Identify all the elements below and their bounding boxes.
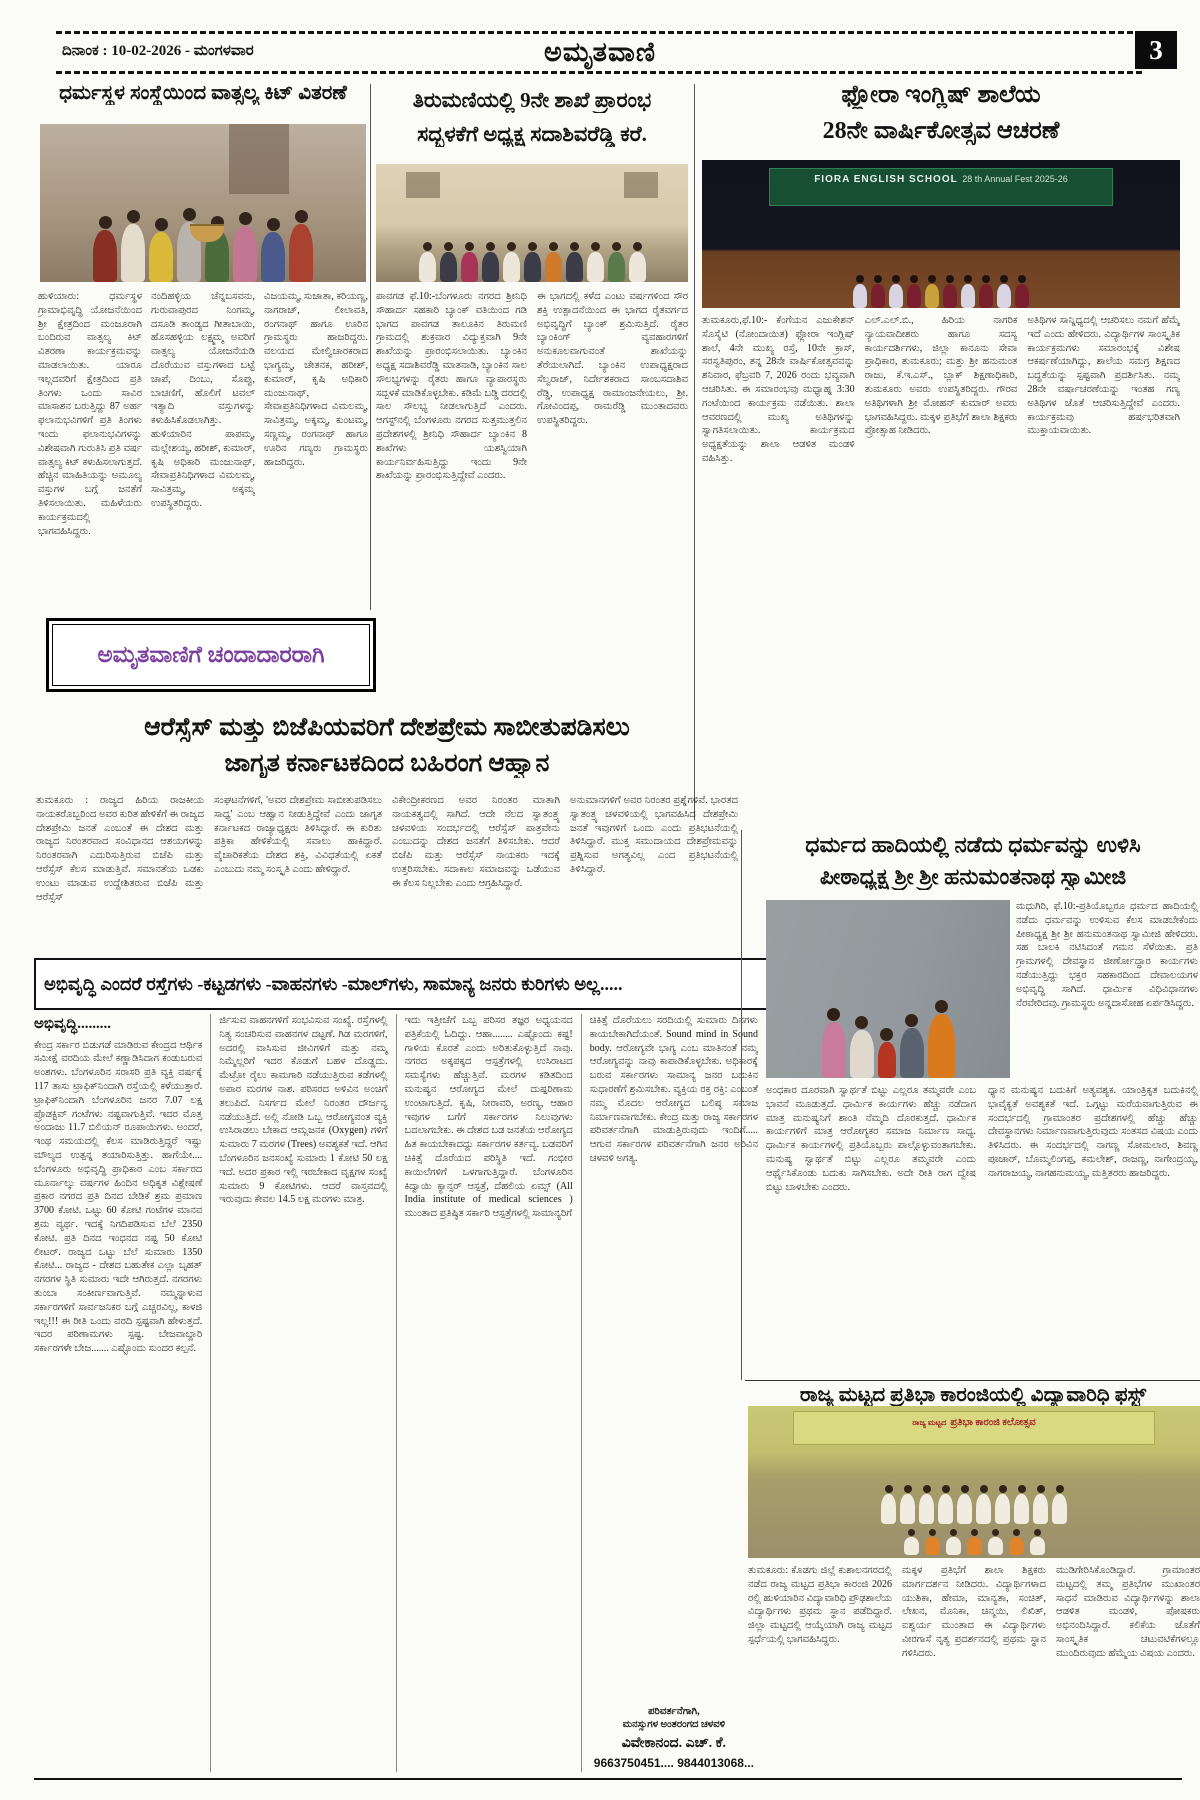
person-figure: [93, 216, 117, 282]
person-figure: [943, 275, 957, 308]
flora-headline-line1: ಫ್ಲೋರಾ ಇಂಗ್ಲಿಷ್ ಶಾಲೆಯ: [841, 82, 1041, 108]
author-signature-block: [590, 1705, 758, 1772]
person-figure: [482, 242, 499, 282]
vatsalya-body: [38, 290, 368, 614]
column-text: ರ್ಜಿಸುವ ವಾಹನಗಳಿಗೆ ಸಂಭವಿಸುವ ಸಂಖ್ಯೆ. ರಸ್ತೆಗಳಲ್ಲಿ ನಿತ್ಯ ಸಂಚರಿಸುವ ವಾಹನಗಳ ದಟ್ಟಣೆ. ಗಿಡ ಮರಗಳಿಗೆ, ಅದರಲ್ಲಿ ವಾಸಿಸುವ ಜೀವಿಗಳಿಗೆ ಮತ್ತು ನಮ್ಮ ನಿಮ್ಮೆಲ್ಲರಿಗೆ ಇದರ ಕೊಡುಗೆ ಬಹಳ ದೊಡ್ಡದು. ಮೆಟ್ರೋ ರೈಲು ಕಾಮಗಾರಿ ನಡೆಯುತ್ತಿರುವ ಕಡೆಗಳಲ್ಲಿ ಅಪಾರ ಮರಗಳ ನಾಶ. ಪರಿಸರದ ಅಳಿವಿನ ಅಂಚಿಗೆ ತಲುಪಿದೆ. ನಿಸರ್ಗದ ಮೇಲೆ ನಿರಂತರ ದೌರ್ಜನ್ಯ ನಡೆಯುತ್ತಿದೆ. ಅಲ್ಲಿ ನೋಡಿ ಒಬ್ಬ ಆರೋಗ್ಯವಂತ ವ್ಯಕ್ತಿ ಉಸಿರಾಡಲು ಬೇಕಾದ ಆಮ್ಲಜನಕ (Oxygen) ಗಳಿಗೆ ಸುಮಾರು 7 ಮರಗಳ (Trees) ಅವಶ್ಯಕತೆ ಇದೆ. ಆಗಿನ ಬೆಂಗಳೂರಿನ ಜನಸಂಖ್ಯೆ ಸುಮಾರು 1 ಕೋಟಿ 50 ಲಕ್ಷ ಇದೆ. ಅದರ ಪ್ರಕಾರ ಇಲ್ಲಿ ಇರಬೇಕಾದ ವೃಕ್ಷಗಳ ಸಂಖ್ಯೆ ಸುಮಾರು 9 ಕೋಟಿಗಳು. ಆದರೆ ವಾಸ್ತವದಲ್ಲಿ ಇರುವುದು ಕೇವಲ 14.5 ಲಕ್ಷ ಮರಗಳು ಮಾತ್ರ.: [219, 1015, 388, 1206]
person-figure: [1033, 1485, 1048, 1524]
branch-headline-line1: ತಿರುಮಣಿಯಲ್ಲಿ 9ನೇ ಶಾಖೆ ಪ್ರಾರಂಭ: [412, 88, 652, 112]
person-figure: [871, 275, 885, 308]
flora-headline-line2: 28ನೇ ವಾರ್ಷಿಕೋತ್ಸವ ಆಚರಣೆ: [822, 118, 1060, 144]
article-column: [34, 1014, 210, 1772]
rss-headline-line2: ಜಾಗೃತ ಕರ್ನಾಟಕದಿಂದ ಬಹಿರಂಗ ಆಹ್ವಾನ: [224, 750, 550, 777]
person-figure: [822, 1008, 846, 1078]
vatsalya-headline: ಧರ್ಮಸ್ಥಳ ಸಂಸ್ಥೆಯಿಂದ ವಾತ್ಸಲ್ಯ ಕಿಟ್ ವಿತರಣೆ: [59, 82, 347, 104]
banner-line1: ರಾಜ್ಯ ಮಟ್ಟದ: [912, 1418, 947, 1427]
column-text: ಕೇಂದ್ರ ಸರ್ಕಾರ ಬಿಡುಗಡೆ ಮಾಡಿರುವ ಕೇಂದ್ರದ ಆರ್ಥಿಕ ಸಮೀಕ್ಷೆ ವರದಿಯ ಮೇಲೆ ಕಣ್ಣಾಡಿಸಿದಾಗ ಕಂಡುಬರುವ ಅಂಶಗಳು. ಬೆಂಗಳೂರಿನ ಸರಾಸರಿ ಪ್ರತಿ ವ್ಯಕ್ತಿ ವರ್ಷಕ್ಕೆ 117 ತಾಸು ಟ್ರಾಫಿಕ್‌ನಿಂದಾಗಿ ರಸ್ತೆಯಲ್ಲಿ ಕಳೆಯುತ್ತಾರೆ. ಟ್ರಾಫಿಕ್‌ನಿಂದಾಗಿ ಬೆಂಗಳೂರಿನ ಜನರ 7.07 ಲಕ್ಷ ಪ್ರೊಡಕ್ಟಿವ್ ಗಂಟೆಗಳು ನಷ್ಟವಾಗುತ್ತಿವೆ. ಇದರ ಮೊತ್ತ ಅಂದಾಜು 11.7 ಬಿಲಿಯನ್ ರೂಪಾಯಿಗಳು. ಅಂದರೆ, ಇಂಥ ಸಮಯದಲ್ಲಿ ಕೆಲಸ ಮಾಡಿರುತ್ತಿದ್ದರೆ ಇಷ್ಟು ಮೌಲ್ಯದ ಉತ್ಪನ್ನ ತಯಾರಿಸುತ್ತಿತ್ತು. ಹಾಗೆಯೇ.... ಬೆಂಗಳೂರು ಅಭಿವೃದ್ಧಿ ಪ್ರಾಧಿಕಾರ ಎಂಬ ಸರ್ಕಾರದ ಮೂರ್ನಾಲ್ಕು ವರ್ಷಗಳ ಹಿಂದಿನ ಅಧಿಕೃತ ವಿಶ್ಲೇಷಣೆ ಪ್ರಕಾರ ನಗರದ ಪ್ರತಿ ದಿನದ ಬೇಡಿಕೆ ಶ್ರಮ ಪ್ರಮಾಣ 3700 ಕೋಟಿ. ಒಟ್ಟು 60 ಕೋಟಿ ಗಂಟೆಗಳ ಮಾನವ ಶ್ರಮ ವ್ಯರ್ಥ. ಇದಕ್ಕೆ ನಿಗದಿಪಡಿಸುವ ಬೆಲೆ 2350 ಕೋಟಿ. ಪ್ರತಿ ದಿನದ ಇಂಧನದ ನಷ್ಟ 50 ಕೋಟಿ ಲೀಟರ್. ರಾಜ್ಯದ ಒಟ್ಟು ಬೆಲೆ ಸುಮಾರು 1350 ಕೋಟಿ... ರಾಜ್ಯದ - ದೇಶದ ಬಹುತೇಕ ಎಲ್ಲಾ ಬೃಹತ್ ನಗರಗಳ ಸ್ಥಿತಿ ಸುಮಾರು ಇದೇ ಆಗಿರುತ್ತದೆ. ನಗರಗಳು ತುಂಬಾ ಸಂಕೀರ್ಣವಾಗುತ್ತಿವೆ. ನಮ್ಮನ್ನಾಳುವ ಸರ್ಕಾರಗಳಿಗೆ ಸಾರ್ವಜನಿಕರ ಬಗ್ಗೆ ಎಚ್ಚರವಿಲ್ಲ, ಕಾಳಜಿ ಇಲ್ಲ!!! ಈ ರೀತಿ ಒಂದು ವರದಿ ಸ್ಪಷ್ಟವಾಗಿ ಹೇಳುತ್ತದೆ. ಇದರ ಪರಿಣಾಮಗಳು ಸ್ಪಷ್ಟ. ಬೇಜವಾಬ್ದಾರಿ ಸರ್ಕಾರಗಳೇ ಬೇಜ....... ಎಷ್ಟೊಂದು ಸುಂದರ ಕಲ್ಪನೆ.: [34, 1039, 203, 1355]
person-figure: [967, 1529, 982, 1555]
person-figure: [261, 218, 285, 282]
people-group: [376, 242, 688, 282]
article-column: ನಂದಿಹಳ್ಳಿಯ ಚೆನ್ನಬಸವನು, ಗುರುವಾಪುರದ ನಿಂಗಮ್ಮ, ದಸೂಡಿ ತಾಂಡ್ಯದ ಗೀತಾಬಾಯಿ, ಹೊಸಹಳ್ಳಿಯ ಲಕ್ಷ್ಮಮ್ಮ ಅವರಿಗೆ ವಾತ್ಸಲ್ಯ ಯೋಜನೆಯಡಿ ದೊರೆಯುವ ವಸ್ತುಗಳಾದ ಬಟ್ಟೆ ಚಾಪೆ, ದಿಂಬು, ಸೊಪ್ಪು, ಬಾಚಣಿಗೆ, ಹೊಲಿಗೆ ಟವಲ್ ಇತ್ಯಾದಿ ವಸ್ತುಗಳನ್ನು ಕಳುಹಿಸಿಕೊಡಲಾಗಿತ್ತು. ಹುಳಿಯಾರಿನ ಪಾಪಮ್ಮ, ಮಲ್ಲೇಶಯ್ಯ, ಹರೀಶ್, ಕುಮಾರ್, ಕೃಷಿ ಅಧಿಕಾರಿ ಮಂಜುನಾಥ್, ಸೇವಾಪ್ರತಿನಿಧಿಗಳಾದ ವಿಮಲಮ್ಮ, ಸಾವಿತ್ರಮ್ಮ, ಅಕ್ಕಮ್ಮ ಉಪಸ್ಥಿತರಿದ್ದರು.: [151, 291, 255, 509]
banner-line2: ಪ್ರತಿಭಾ ಕಾರಂಜಿ ಕಲೋತ್ಸವ: [950, 1417, 1036, 1428]
person-figure: [524, 242, 541, 282]
article-column: ಈ ಭಾಗದಲ್ಲಿ ಕಳೆದ ಎಂಟು ವರ್ಷಗಳಿಂದ ಸೌರ ಶಕ್ತಿ ಉತ್ಪಾದನೆಯಿಂದ ಈ ಭಾಗದ ರೈತವರ್ಗದ ಅಭಿವೃದ್ಧಿಗೆ ಬ್ಯಾಂಕ್ ಶ್ರಮಿಸುತ್ತಿದೆ. ರೈತರ ಬ್ಯಾಂಕಿಂಗ್ ವ್ಯವಹಾರಗಳಿಗೆ ಅನುಕೂಲವಾಗುವಂತೆ ಶಾಖೆಯನ್ನು ತೆರೆಯಲಾಗಿದೆ. ಬ್ಯಾಂಕಿನ ಉಪಾಧ್ಯಕ್ಷರಾದ ಸೆಲ್ವರಾಜ್, ನಿರ್ದೇಶಕರಾದ ಸಾಂಬಸದಾಶಿವ ರೆಡ್ಡಿ, ಉಪಾಧ್ಯಕ್ಷ ರಾಮಾಂಜನೇಯಲು, ಶ್ರೀ. ಗೋವಿಂದಪ್ಪ, ರಾಮರೆಡ್ಡಿ ಮುಂತಾದವರು ಉಪಸ್ಥಿತರಿದ್ದರು.: [537, 291, 688, 427]
person-figure: [587, 242, 604, 282]
person-figure: [419, 242, 436, 282]
pratibha-headline: ರಾಜ್ಯ ಮಟ್ಟದ ಪ್ರತಿಭಾ ಕಾರಂಜಿಯಲ್ಲಿ ವಿದ್ಯಾವಾರಿಧಿ ಫಸ್ಟ್: [799, 1384, 1147, 1406]
person-figure: [995, 1485, 1010, 1524]
person-figure: [177, 208, 201, 282]
branch-headline-line2: ಸದ್ಬಳಕೆಗೆ ಅಧ್ಯಕ್ಷ ಸದಾಶಿವರೆಡ್ಡಿ ಕರೆ.: [417, 122, 647, 146]
column-rule: [741, 830, 742, 1380]
people-group: [40, 208, 366, 282]
person-figure: [900, 1014, 924, 1078]
person-figure: [1030, 1529, 1045, 1555]
person-figure: [566, 242, 583, 282]
article-column: ಅನುಮಾನಗಳಿಗೆ ಅವರ ನಿರಂತರ ಪ್ರಶ್ನೆಗಳಿವೆ. ಭಾರತದ ಸ್ವಾತಂತ್ರ್ಯ ಚಳವಳಿಯಲ್ಲಿ ಭಾಗವಹಿಸಿದ ದೇಶಪ್ರೇಮಿ ಜನತೆ ಇವುಗಳಿಗೆ ಒಂದು ಎಂದು ಪ್ರತಿಭಟನೆಯಲ್ಲಿ ತಿಳಿಸಿದ್ದಾರೆ. ಮುಕ್ತ ಸಮುದಾಯದ ದೇಶಪ್ರೇಮವನ್ನು ಪ್ರಶ್ನಿಸುವ ಅಗತ್ಯವಿಲ್ಲ ಎಂದ ಪ್ರತಿಭಟನೆಯಲ್ಲಿ ತಿಳಿಸಿದ್ದಾರೆ.: [570, 795, 738, 875]
abhivruddhi-banner-box: [34, 958, 778, 1010]
person-figure: [850, 1016, 874, 1078]
article-column: ಧ್ಯಾನ ಮನುಷ್ಯನ ಬದುಕಿಗೆ ಅತ್ಯವಶ್ಯಕ. ಯಾಂತ್ರಿಕೃತ ಬದುಕಿನಲ್ಲಿ ಭಾವೈಕ್ಯತೆ ಅವಶ್ಯಕತೆ ಇದೆ. ಒಗ್ಗಟ್ಟು ಮರೆಯವಾಗುತ್ತಿರುವ ಈ ಸಂದರ್ಭದಲ್ಲಿ ಗ್ರಾಮಾಂತರ ಪ್ರದೇಶಗಳಲ್ಲಿ ಹೆಚ್ಚು ಹೆಚ್ಚು ದೇವಸ್ಥಾನಗಳು ನಿರ್ಮಾಣವಾಗುತ್ತಿರುವುದು ಸಂತಸದ ವಿಷಯ ಎಂದು ತಿಳಿಸಿದರು. ಈ ಸಂದರ್ಭದಲ್ಲಿ ನಾಗಣ್ಣ ಸೋಮಲಾರ, ಶಿವಣ್ಣ ಪೂಜಾರ್, ಬೊಮ್ಮಲಿಂಗಪ್ಪ, ಕಮಲೇಶ್, ರಾಜಣ್ಣ, ನಾಗೇಂದ್ರಯ್ಯ, ನಾಗರಾಜಯ್ಯ, ನಾಗಹನುಮಯ್ಯ, ಮತ್ತಿತರರು ಹಾಜರಿದ್ದರು.: [988, 1085, 1198, 1179]
abhivruddhi-banner-text: ಅಭಿವೃದ್ಧಿ ಎಂದರೆ ರಸ್ತೆಗಳು -ಕಟ್ಟಡಗಳು -ವಾಹನಗಳು -ಮಾಲ್‌ಗಳು, ಸಾಮಾನ್ಯ ಜನರು ಕುರಿಗಳು ಅಲ್ಲ.....: [44, 973, 623, 994]
person-figure: [1052, 1485, 1067, 1524]
section-rule: [745, 1380, 1200, 1381]
person-figure: [961, 275, 975, 308]
dharma-body: [766, 1084, 1198, 1378]
article-column: [581, 1014, 758, 1772]
author-name: ವಿವೇಕಾನಂದ. ಎಚ್. ಕೆ.: [621, 1736, 727, 1752]
person-figure: [904, 1529, 919, 1555]
person-figure: [853, 275, 867, 308]
article-column: ಹುಳಿಯಾರು: ಧರ್ಮಸ್ಥಳ ಗ್ರಾಮಾಭಿವೃದ್ಧಿ ಯೋಜನೆಯಿಂದ ಶ್ರೀ ಕ್ಷೇತ್ರದಿಂದ ಮಂಜೂರಾಗಿ ಬಂದಿರುವ ವಾತ್ಸಲ್ಯ ಕಿಟ್ ವಿತರಣಾ ಕಾರ್ಯಕ್ರಮವನ್ನು ಮಾಡಲಾಯಿತು. ಯಾರೂ ಇಲ್ಲದವರಿಗೆ ಕ್ಷೇತ್ರದಿಂದ ಪ್ರತಿ ತಿಂಗಳು ಒಂದು ಸಾವಿರ ಮಾಸಾಶನ ಬರುತ್ತಿದ್ದು 87 ಅರ್ಹ ಫಲಾನುಭವಿಗಳಿಗೆ ಪ್ರತಿ ತಿಂಗಳು ಇಂದು ಫಲಾನುಭವಿಗಳನ್ನು ವಿಶೇಷವಾಗಿ ಗುರುತಿಸಿ ಪ್ರತಿ ವರ್ಷ ವಾತ್ಸಲ್ಯ ಕಿಟ್ ಕಳುಹಿಸಲಾಗುತ್ತದೆ. ಹೆಚ್ಚಿನ ಮಾಹಿತಿಯನ್ನು ಅಮೂಲ್ಯ ವಸ್ತುಗಳ ಬಗ್ಗೆ ಜನತೆಗೆ ತಿಳಿಸಲಾಯಿತು. ಮಹಿಳೆಯರು ಕಾರ್ಯಕ್ರಮದಲ್ಲಿ ಭಾಗವಹಿಸಿದ್ದರು.: [38, 291, 142, 537]
students-seated-row: [748, 1529, 1200, 1555]
stage-banner: [769, 168, 1113, 206]
person-figure: [233, 212, 257, 282]
person-figure: [928, 1000, 955, 1078]
subscription-box: [46, 618, 376, 692]
masthead-title: ಅಮೃತವಾಣಿ: [544, 37, 656, 67]
person-figure: [976, 1485, 991, 1524]
branch-photo: [376, 164, 688, 282]
article-column: ಅತಿಥಿಗಳ ಸಾನ್ನಿಧ್ಯದಲ್ಲಿ ಆಚರಿಸಲು ನಮಗೆ ಹೆಮ್ಮೆ ಇದೆ ಎಂದು ಹೇಳಿದರು. ವಿದ್ಯಾರ್ಥಿಗಳ ಸಾಂಸ್ಕೃತಿಕ ಕಾರ್ಯಕ್ರಮಗಳು ಸಮಾರಂಭಕ್ಕೆ ವಿಶೇಷ ಆಕರ್ಷಣೆಯಾಗಿದ್ದು, ಶಾಲೆಯ ಸಮಗ್ರ ಶಿಕ್ಷಣದ ಬದ್ಧತೆಯನ್ನು ಸ್ಪಷ್ಟವಾಗಿ ಪ್ರದರ್ಶಿಸಿತು. ನಮ್ಮ 28ನೇ ವರ್ಷಾಚರಣೆಯನ್ನು ಇಂತಹ ಗಣ್ಯ ಅತಿಥಿಗಳ ಜೊತೆ ಆಚರಿಸುತ್ತಿದ್ದೇವೆ ಎಂದರು. ಕಾರ್ಯಕ್ರಮವು ಹರ್ಷಭರಿತವಾಗಿ ಮುಕ್ತಾಯವಾಯಿತು.: [1027, 315, 1181, 437]
person-figure: [1014, 1485, 1029, 1524]
person-figure: [919, 1485, 934, 1524]
bottom-rule: [34, 1778, 1182, 1780]
person-figure: [503, 242, 520, 282]
person-figure: [440, 242, 457, 282]
students-standing-row: [748, 1485, 1200, 1524]
person-figure: [925, 275, 939, 308]
article-column: ತುಮಕೂರು : ರಾಜ್ಯದ ಹಿರಿಯ ರಾಜಕೀಯ ನಾಯಕರೊಬ್ಬರಿಂದ ಅವರ ಕುರಿತ ಹೇಳಿಕೆಗೆ ಈ ರಾಜ್ಯದ ದೇಶಪ್ರೇಮಿ ಜನತೆ ಎಂಬಂತೆ ಈ ದೇಶದ ಮತ್ತು ರಾಜ್ಯದ ನಿರಂತರವಾದ ಸಂವಿಧಾನದ ಆಶಯಗಳನ್ನು ನಿರಂತರವಾಗಿ ಎದುರಿಸುತ್ತಿರುವ ಬಿಜೆಪಿ ಮತ್ತು ಆರೆಸ್ಸೆಸ್ ಕೆಲಸ ಮಾಡುತ್ತಿವೆ. ಸಮಾನತೆಯ ಒಡಕು ಉಂಟು ಮಾಡುವ ಉದ್ದೇಶಿತರುವ ಬಿಜೆಪಿ ಮತ್ತು ಆರೆಸ್ಸೆಸ್: [36, 795, 204, 903]
dharma-headline-line1: ಧರ್ಮದ ಹಾದಿಯಲ್ಲಿ ನಡೆದು ಧರ್ಮವನ್ನು ಉಳಿಸಿ: [805, 832, 1141, 857]
person-figure: [1009, 1529, 1024, 1555]
person-figure: [881, 1485, 896, 1524]
article-column: ವಿಕೇಂದ್ರೀಕರಣದ ಅವರ ನಿರಂತರ ಮಾತಾಗಿ ನಾಯಕತ್ವದಲ್ಲಿ ಸಾಗಿದೆ. ಆದೇ ನೆಲದ ಸ್ವಾತಂತ್ರ್ಯ ಚಳವಳಿಯ ಸಂದರ್ಭದಲ್ಲಿ ಆರೆಸ್ಸೆಸ್ ಪಾತ್ರವೇನು ಎಂಬುದನ್ನು ದೇಶದ ಜನತೆಗೆ ತಿಳಿಸಬೇಕು. ಆದರೆ ಬಿಜೆಪಿ ಮತ್ತು ಆರೆಸ್ಸೆಸ್ ನಾಯಕರು ಇದಕ್ಕೆ ಉತ್ತರಿಸಬೇಕು. ಸದಾಕಾಲ ಸಮಾಜವನ್ನು ಒಡೆಯುವ ಈ ಕೆಲಸ ನಿಲ್ಲಬೇಕು ಎಂದು ಆಗ್ರಹಿಸಿದ್ದಾರೆ.: [392, 795, 560, 889]
article-column: ತುಮಕೂರು: ಕೊಡಗು ಜಿಲ್ಲೆ ಕುಶಾಲನಗರದಲ್ಲಿ ನಡೆದ ರಾಜ್ಯ ಮಟ್ಟದ ಪ್ರತಿಭಾ ಕಾರಂಜಿ 2026 ರಲ್ಲಿ ಹುಳಿಯಾರಿನ ವಿದ್ಯಾವಾರಿಧಿ ಪ್ರೌಢಶಾಲೆಯ ವಿದ್ಯಾರ್ಥಿಗಳು ಪ್ರಥಮ ಸ್ಥಾನ ಪಡೆದಿದ್ದಾರೆ. ಜಿಲ್ಲಾ ಮಟ್ಟದಲ್ಲಿ ಆಯ್ಕೆಯಾಗಿ ರಾಜ್ಯ ಮಟ್ಟದ ಸ್ಪರ್ಧೆಯಲ್ಲಿ ಭಾಗವಹಿಸಿದ್ದರು.: [748, 1565, 892, 1645]
people-group: [702, 275, 1180, 308]
article-column: ಅಂಧಕಾರ ದೂರವಾಗಿ ಸ್ವಾರ್ಥತೆ ಬಿಟ್ಟು ಎಲ್ಲರೂ ತಮ್ಮವರೇ ಎಂಬ ಭಾವನೆ ಮೂಡುತ್ತದೆ. ಧಾರ್ಮಿಕ ಕಾರ್ಯಗಳು ಹೆಚ್ಚು ನಡೆದಾಗ ಮಾತ್ರ ಮನುಷ್ಯನಿಗೆ ಶಾಂತಿ ನೆಮ್ಮದಿ ದೊರಕುತ್ತದೆ. ಧಾರ್ಮಿಕ ಕಾರ್ಯಗಳಿಗೆ ಮಾತ್ರ ಆರೋಗ್ಯಕರ ಸಮಾಜ ನಿರ್ಮಾಣ ಸಾಧ್ಯ. ಧಾರ್ಮಿಕ ಕಾರ್ಯಗಳಲ್ಲಿ ಪ್ರತಿಯೊಬ್ಬರು ಪಾಲ್ಗೊಳ್ಳುವಂತಾಗಬೇಕು. ಮನುಷ್ಯ ಸ್ವಾರ್ಥತೆ ಬಿಟ್ಟು ಎಲ್ಲರೂ ತಮ್ಮವರೇ ಎಂದು ಆರ್ಥೈಸಿಕೊಂಡು ಬದುಕು ಸಾಗಿಸಬೇಕು. ಅದೇ ರೀತಿ ರಾಗ ದ್ವೇಷ ಬಿಟ್ಟು ಬಾಳಬೇಕು ಎಂದರು.: [766, 1085, 976, 1193]
branch-body: [376, 290, 688, 708]
phone-numbers: 9663750451.... 9844013068...: [593, 1756, 754, 1771]
signature-line1: ಪರಿವರ್ತನೆಗಾಗಿ,: [648, 1705, 700, 1717]
pratibha-photo: [748, 1406, 1200, 1558]
article-column: [210, 1014, 395, 1772]
person-figure: [889, 275, 903, 308]
column-header: ಅಭಿವೃದ್ಧಿ.........: [34, 1016, 111, 1032]
column-rule: [370, 84, 371, 610]
person-figure: [907, 275, 921, 308]
building-window: [406, 172, 440, 198]
person-figure: [121, 210, 145, 282]
person-figure: [925, 1529, 940, 1555]
dharma-headline-line2: ಪೀಠಾಧ್ಯಕ್ಷ ಶ್ರೀ ಶ್ರೀ ಹನುಮಂತನಾಥ ಸ್ವಾಮೀಜಿ: [819, 864, 1127, 889]
article-column: ವಿಜಯಮ್ಮ, ಸುಜಾತಾ, ಕರಿಯಣ್ಣ, ನಾಗರಾಜ್, ಲೀಲಾವತಿ, ರಂಗನಾಥ್ ಹಾಗೂ ಊರಿನ ಗ್ರಾಮಸ್ಥರು ಹಾಜರಿದ್ದರು. ವಲಯದ ಮೇಲ್ವಿಚಾರಕರಾದ ಭಾಗ್ಯಮ್ಮ, ಚೇತನಕ, ಹರೀಶ್, ಕುಮಾರ್, ಕೃಷಿ ಅಧಿಕಾರಿ ಮಂಜುನಾಥ್, ಸೇವಾಪ್ರತಿನಿಧಿಗಳಾದ ವಿಮಲಮ್ಮ, ಸಾವಿತ್ರಮ್ಮ, ಅಕ್ಕಮ್ಮ, ಕುಂಟಮ್ಮ, ಸಣ್ಣಮ್ಮ, ರಂಗನಾಥ್ ಹಾಗೂ ಊರಿನ ಗಣ್ಯರು ಗ್ರಾಮಸ್ಥರು ಹಾಜರಿದ್ದರು.: [264, 291, 368, 468]
person-figure: [461, 242, 478, 282]
article-column: ಮಕ್ಕಳ ಪ್ರತಿಭೆಗೆ ಶಾಲಾ ಶಿಕ್ಷಕರು ಮಾರ್ಗದರ್ಶನ ನೀಡಿದರು. ವಿದ್ಯಾರ್ಥಿಗಳಾದ ಯುಶಿಕಾ, ಹೇಮಾ, ಮಾನ್ಯತಾ, ಸಂಚಿತ್, ಲೇಖನ, ಮೊನಿಕಾ, ಚಿನ್ಮಯಿ, ಲಿಖಿತ್, ಐಶ್ವರ್ಯ ಮುಂತಾದ ಈ ವಿದ್ಯಾರ್ಥಿಗಳು ವೀರಗಾಸೆ ನೃತ್ಯ ಪ್ರದರ್ಶನದಲ್ಲಿ ಪ್ರಥಮ ಸ್ಥಾನ ಗಳಿಸಿದರು.: [902, 1565, 1046, 1659]
person-figure: [608, 242, 625, 282]
person-figure: [545, 242, 562, 282]
banner-fest-line: 28 th Annual Fest 2025-26: [962, 174, 1068, 184]
person-figure: [988, 1529, 1003, 1555]
person-figure: [149, 218, 173, 282]
article-column: ಸಂಘಟನೆಗಳಿಗೆ, 'ಅವರ ದೇಶಪ್ರೇಮ ಸಾಬೀತುಪಡಿಸಲು ಸಾಧ್ಯ' ಎಂಬ ಆಹ್ವಾನ ನೀಡುತ್ತಿದ್ದೇವೆ ಎಂದು ಜಾಗೃತ ಕರ್ನಾಟಕದ ರಾಜ್ಯಾಧ್ಯಕ್ಷರು ತಿಳಿಸಿದ್ದಾರೆ. ಈ ಕುರಿತು ಪತ್ರಿಕಾ ಹೇಳಿಕೆಯಲ್ಲಿ ಸವಾಲು ಹಾಕಿದ್ದಾರೆ. ವೈಚಾರಿಕತೆಯ ದೇಶದ ಶಕ್ತಿ, ವಿವಿಧತೆಯಲ್ಲಿ ಏಕತೆ ಎಂಬುದು ನಮ್ಮ ಸಂಸ್ಕೃತಿ ಎಂದು ಹೇಳಿದ್ದಾರೆ.: [214, 795, 382, 875]
photo-background-door: [229, 124, 289, 194]
page-number-badge: 3: [1135, 31, 1177, 69]
person-figure: [1015, 275, 1029, 308]
people-group: [766, 1000, 1010, 1078]
article-column: ಪಾವಗಡ ಫೆ.10:-ಬೆಂಗಳೂರು ನಗರದ ಶ್ರೀನಿಧಿ ಸೌಹಾರ್ದ ಸಹಕಾರಿ ಬ್ಯಾಂಕ್ ವತಿಯಿಂದ ಗಡಿ ಭಾಗದ ಪಾವಗಡ ತಾಲೂಕಿನ ತಿರುಮಣಿ ಗ್ರಾಮದಲ್ಲಿ ಶುಕ್ರವಾರ ವಿದ್ಯುಕ್ತವಾಗಿ 9ನೇ ಶಾಖೆಯನ್ನು ಪ್ರಾರಂಭಿಸಲಾಯಿತು. ಬ್ಯಾಂಕಿನ ಅಧ್ಯಕ್ಷ ಸದಾಶಿವರೆಡ್ಡಿ ಮಾತನಾಡಿ, ಬ್ಯಾಂಕಿನ ಸಾಲ ಸೌಲಭ್ಯಗಳನ್ನು ರೈತರು ಹಾಗೂ ವ್ಯಾಪಾರಸ್ಥರು ಸದ್ಬಳಕೆ ಮಾಡಿಕೊಳ್ಳಬೇಕು. ಕಡಿಮೆ ಬಡ್ಡಿ ದರದಲ್ಲಿ ಸಾಲ ಸೌಲಭ್ಯ ನೀಡಲಾಗುತ್ತಿದೆ ಎಂದರು. ಆಗಸ್ಟ್‌ನಲ್ಲಿ ಬೆಂಗಳೂರು ನಗರದ ಸುತ್ತಮುತ್ತಲಿನ ಪ್ರದೇಶಗಳಲ್ಲಿ ಶ್ರೀನಿಧಿ ಸೌಹಾರ್ದ ಬ್ಯಾಂಕಿನ 8 ಶಾಖೆಗಳು ಯಶಸ್ವಿಯಾಗಿ ಕಾರ್ಯನಿರ್ವಹಿಸುತ್ತಿದ್ದು ಇಂದು 9ನೇ ಶಾಖೆಯನ್ನು ಪ್ರಾರಂಭಿಸುತ್ತಿದ್ದೇವೆ ಎಂದರು.: [376, 291, 527, 482]
dharma-photo: [766, 900, 1010, 1078]
flora-photo: [702, 160, 1180, 308]
top-dashed-rule: [56, 31, 1142, 34]
flora-body: [702, 314, 1180, 816]
person-figure: [938, 1485, 953, 1524]
building-window: [624, 172, 658, 198]
dharma-side-column: ಮಧುಗಿರಿ, ಫೆ.10:-ಪ್ರತಿಯೊಬ್ಬರೂ ಧರ್ಮದ ಹಾದಿಯಲ್ಲಿ ನಡೆದು ಧರ್ಮವನ್ನು ಉಳಿಸುವ ಕೆಲಸ ಮಾಡಬೇಕೆಂದು ಪೀಠಾಧ್ಯಕ್ಷ ಶ್ರೀ ಶ್ರೀ ಹನುಮಂತನಾಥ ಸ್ವಾಮೀಜಿ ಹೇಳಿದರು. ಸಹ ಬಾಲಕಿ ನಟಿಸಿದಂತೆ ಗಮನ ಸೆಳೆಯಿತು. ಪ್ರತಿ ಗ್ರಾಮಗಳಲ್ಲಿ ದೇವಸ್ಥಾನ ಜೀರ್ಣೋದ್ಧಾರ ಕಾರ್ಯಗಳು ನಡೆಯುತ್ತಿದ್ದು ಭಕ್ತರ ಸಹಕಾರದಿಂದ ದೇವಾಲಯಗಳ ಅಭಿವೃದ್ಧಿ ಸಾಗಿದೆ. ಧಾರ್ಮಿಕ ವಿಧಿವಿಧಾನಗಳು ನೆರವೇರಿದವು. ಗ್ರಾಮಸ್ಥರು ಅನ್ನದಾಸೋಹ ಏರ್ಪಡಿಸಿದ್ದರು.: [1016, 901, 1198, 1009]
date-line: ದಿನಾಂಕ : 10-02-2026 - ಮಂಗಳವಾರ: [62, 43, 254, 59]
article-column: ಮುಡಿಗೇರಿಸಿಕೊಂಡಿದ್ದಾರೆ. ಗ್ರಾಮಾಂತರ ಮಟ್ಟದಲ್ಲಿ ತಮ್ಮ ಪ್ರತಿಭೆಗಳ ಮುಖಾಂತರ ಸಾಧನೆ ಮಾಡಿರುವ ವಿದ್ಯಾರ್ಥಿಗಳನ್ನು ಶಾಲಾ ಆಡಳಿತ ಮಂಡಳಿ, ಪೋಷಕರು ಅಭಿನಂದಿಸಿದ್ದಾರೆ. ಕಲಿಕೆಯ ಜೊತೆಗೆ ಸಾಂಸ್ಕೃತಿಕ ಚಟುವಟಿಕೆಗಳಲ್ಲೂ ಮುಂದಿರುವುದು ಹೆಮ್ಮೆಯ ವಿಷಯ ಎಂದರು.: [1056, 1565, 1200, 1659]
signature-line2: ಮನಸ್ಸುಗಳ ಅಂತರಂಗದ ಚಳವಳಿ: [622, 1719, 726, 1731]
rss-headline-line1: ಆರೆಸ್ಸೆಸ್ ಮತ್ತು ಬಿಜೆಪಿಯವರಿಗೆ ದೇಶಪ್ರೇಮ ಸಾಬೀತುಪಡಿಸಲು: [144, 714, 630, 741]
rss-body: [36, 794, 738, 950]
column-text: ಚಿಕಿತ್ಸೆ ದೊರೆಯಲು ಸರದಿಯಲ್ಲಿ ಸುಮಾರು ದಿನಗಳು ಕಾಯಬೇಕಾಗಿದೆಯಂತೆ. Sound mind in Sound body. ಆರೋಗ್ಯವೇ ಭಾಗ್ಯ ಎಂಬ ಮಾತಿನಂತೆ ನಮ್ಮ ಆರೋಗ್ಯವನ್ನು ನಾವು ಕಾಪಾಡಿಕೊಳ್ಳಬೇಕು. ಅಧಿಕಾರಕ್ಕೆ ಬರುವ ಸರ್ಕಾರಗಳು ಸಾಮಾನ್ಯ ಜನರ ಬದುಕಿನ ಸುಧಾರಣೆಗೆ ಶ್ರಮಿಸಬೇಕು. ವ್ಯಕ್ತಿಯ ರಕ್ತ ರಕ್ತಿ: ಎಂಬಂತೆ ನಮ್ಮ ಮೊದಲ ಆರೋಗ್ಯದ ಬಲಿಷ್ಠ ಸಮಾಜ ನಿರ್ಮಾಣವಾಗಬೇಕು. ಕೇಂದ್ರ ಮತ್ತು ರಾಜ್ಯ ಸರ್ಕಾರಗಳ ಪರಿವರ್ತನೆಗಾಗಿ ಮಾಡುತ್ತಿರುವುದು ಇಂದಿಗೆ..... ಆಗುವ ಸರ್ಕಾರಗಳ ಪರಿವರ್ತನೆಗಾಗಿ ಜನರ ಅರಿವಿನ ಚಳವಳಿ ಅಗತ್ಯ.: [589, 1015, 758, 1164]
article-column: [396, 1014, 581, 1772]
person-figure: [979, 275, 993, 308]
subscription-text: ಅಮೃತವಾಣಿಗೆ ಚಂದಾದಾರರಾಗಿ: [97, 642, 325, 667]
person-figure: [289, 210, 313, 282]
person-figure: [946, 1529, 961, 1555]
vatsalya-photo: [40, 124, 366, 282]
person-figure: [629, 242, 646, 282]
article-column: ಎಲ್.ಎಲ್.ಬಿ., ಹಿರಿಯ ನಾಗರಿಕ ನ್ಯಾಯವಾದೀಶರು ಹಾಗೂ ಸದಸ್ಯ ಕಾರ್ಯದರ್ಶಿಗಳು, ಜಿಲ್ಲಾ ಕಾನೂನು ಸೇವಾ ಪ್ರಾಧಿಕಾರ, ತುಮಕೂರು; ಮತ್ತು ಶ್ರೀ ಹನುಮಂತ ರಾಜು, ಕೆ.ಇ.ಎಸ್., ಬ್ಲಾಕ್ ಶಿಕ್ಷಣಾಧಿಕಾರಿ, ತುಮಕೂರು ಅವರು ಉಪಸ್ಥಿತರಿದ್ದರು. ಗೌರವ ಅತಿಥಿಗಳಾಗಿ ಶ್ರೀ ಮೋಹನ್ ಕುಮಾರ್ ಅವರು ಭಾಗವಹಿಸಿದ್ದರು. ಮಕ್ಕಳ ಪ್ರತಿಭೆಗೆ ಶಾಲಾ ಶಿಕ್ಷಕರು ಪ್ರೋತ್ಸಾಹ ನೀಡಿದರು.: [864, 315, 1018, 437]
pratibha-body: [748, 1564, 1200, 1772]
article-column: ತುಮಕೂರು,ಫೆ.10:- ಕೆಂಗೆಯನ ಎಜುಕೇಶನ್ ಸೊಸೈಟಿ (ನೋಂದಾಯಿತ) ಫ್ಲೋರಾ ಇಂಗ್ಲಿಷ್ ಶಾಲೆ, 4ನೇ ಮುಖ್ಯ ರಸ್ತೆ, 10ನೇ ಕ್ರಾಸ್, ಸರಸ್ವತಿಪುರಂ, ತನ್ನ 28ನೇ ವಾರ್ಷಿಕೋತ್ಸವವನ್ನು ಶನಿವಾರ, ಫೆಬ್ರವರಿ 7, 2026 ರಂದು ಭವ್ಯವಾಗಿ ಆಚರಿಸಿತು. ಈ ಸಮಾರಂಭವು ಮಧ್ಯಾಹ್ನ 3:30 ಗಂಟೆಯಿಂದ ಕಾರ್ಯಕ್ರಮ ನಡೆಯಿತು. ಶಾಲಾ ಆವರಣದಲ್ಲಿ ಮುಖ್ಯ ಅತಿಥಿಗಳನ್ನು ಸ್ವಾಗತಿಸಲಾಯಿತು. ಕಾರ್ಯಕ್ರಮದ ಅಧ್ಯಕ್ಷತೆಯನ್ನು ಶಾಲಾ ಆಡಳಿತ ಮಂಡಳಿ ವಹಿಸಿತ್ತು.: [702, 315, 855, 464]
header-dashed-rule: [56, 71, 1142, 74]
banner-school-name: FIORA ENGLISH SCHOOL: [814, 174, 958, 185]
abhivruddhi-body: [34, 1014, 758, 1772]
column-rule: [694, 84, 695, 820]
person-figure: [997, 275, 1011, 308]
column-text: ಇದು ಇತ್ತೀಚೆಗೆ ಒಬ್ಬ ಪರಿಸರ ತಜ್ಞರ ಅಧ್ಯಯನದ ಪತ್ರಿಕೆಯಲ್ಲಿ ಓದಿದ್ದು. ಆಹಾ........ ಎಷ್ಟೊಂದು ಕಷ್ಟ! ಗಾಳಿಯ ಕೊರತೆ ಎಂದು ಅರಿತುಕೊಳ್ಳುತ್ತಿದೆ ನಾವು. ನಗರದ ಅಕ್ಕಪಕ್ಕದ ಆಸ್ಪತ್ರೆಗಳಲ್ಲಿ ಉಸಿರಾಟದ ಸಮಸ್ಯೆಗಳು ಹೆಚ್ಚುತ್ತಿವೆ. ಮರಗಳ ಕಡಿತದಿಂದ ಮನುಷ್ಯನ ಆರೋಗ್ಯದ ಮೇಲೆ ದುಷ್ಪರಿಣಾಮ ಉಂಟಾಗುತ್ತಿದೆ. ಕೃಷಿ, ನೀರಾವರಿ, ಅರಣ್ಯ, ಆಹಾರ ಇವುಗಳ ಬಗೆಗೆ ಸರ್ಕಾರಗಳ ನಿಲುವುಗಳು ಬದಲಾಗಬೇಕು. ಈ ದೇಶದ ಬಡ ಜನತೆಯ ಆರೋಗ್ಯದ ಹಿತ ಕಾಯಬೇಕಾದದ್ದು ಸರ್ಕಾರಗಳ ಕರ್ತವ್ಯ. ಬಡವರಿಗೆ ಚಿಕಿತ್ಸೆ ದೊರೆಯದ ಪರಿಸ್ಥಿತಿ ಇದೆ. ಗಂಭೀರ ಕಾಯಿಲೆಗಳಿಗೆ ಒಳಗಾಗುತ್ತಿದ್ದಾರೆ. ಬೆಂಗಳೂರಿನ ಕಿದ್ವಾಯಿ ಕ್ಯಾನ್ಸರ್ ಆಸ್ಪತ್ರೆ, ದೆಹಲಿಯ ಏಮ್ಸ್ (All India institute of medical sciences ) ಮುಂತಾದ ಪ್ರತಿಷ್ಠಿತ ಸರ್ಕಾರಿ ಆಸ್ಪತ್ರೆಗಳಲ್ಲಿ ಸಾಮಾನ್ಯರಿಗೆ: [404, 1015, 573, 1220]
person-figure: [878, 1028, 896, 1078]
person-figure: [957, 1485, 972, 1524]
event-banner: [793, 1411, 1155, 1445]
person-figure: [900, 1485, 915, 1524]
